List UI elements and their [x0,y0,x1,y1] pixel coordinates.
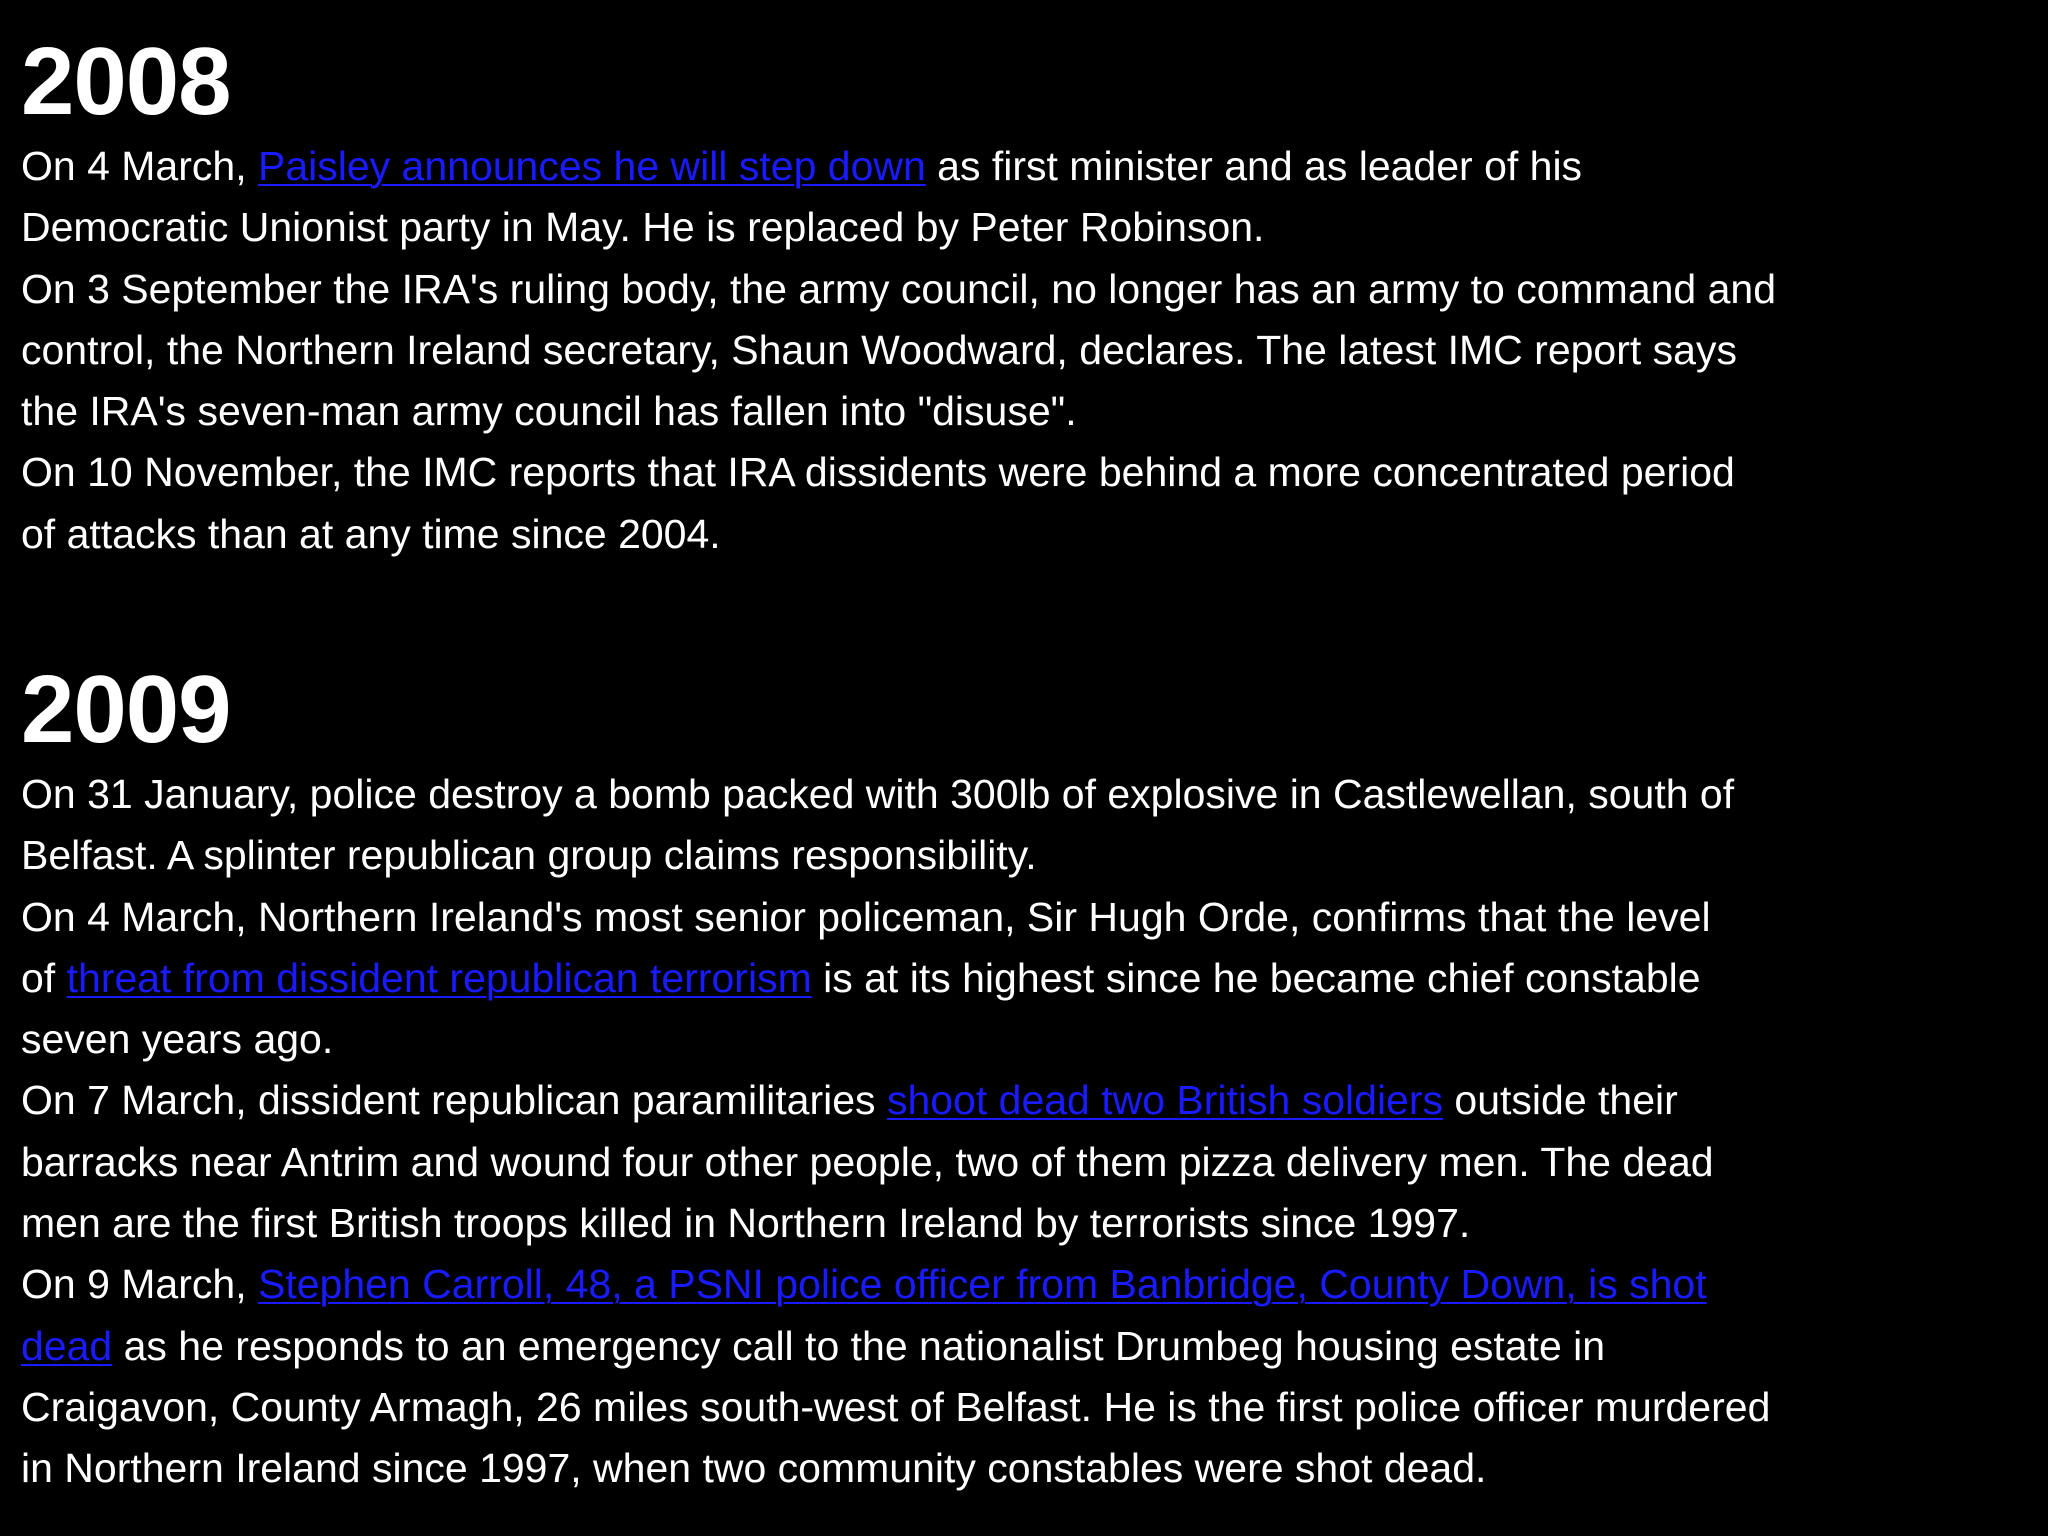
body-text: the IRA's seven-man army council has fallen into "disuse". [21,388,1077,435]
body-text: Democratic Unionist party in May. He is replaced by Peter Robinson. [21,204,1265,251]
body-text: of attacks than at any time since 2004. [21,510,721,557]
body-line [21,1438,2031,1499]
body-line [21,1132,2031,1193]
inline-link[interactable]: threat from dissident republican terrorism [66,954,812,1001]
body-line [21,1316,2031,1377]
body-text: On 9 March, [21,1261,258,1308]
section-body [21,136,2031,565]
body-text: On 4 March, Northern Ireland's most senior policeman, Sir Hugh Orde, confirms that the level [21,893,1711,940]
body-line [21,1193,2031,1254]
body-line [21,764,2031,825]
body-line [21,442,2031,503]
body-line [21,887,2031,948]
inline-link[interactable]: shoot dead two British soldiers [886,1077,1444,1124]
body-text: barracks near Antrim and wound four other people, two of them pizza delivery men. The dead [21,1138,1714,1185]
body-text: Belfast. A splinter republican group claims responsibility. [21,832,1037,879]
inline-link[interactable]: Paisley announces he will step down [257,143,926,189]
body-line [21,320,2031,381]
body-text: On 7 March, dissident republican paramilitaries [21,1077,887,1124]
body-text: On 10 November, the IMC reports that IRA dissidents were behind a more concentrated period [21,449,1735,496]
year-heading: 2008 [21,28,231,135]
body-line [21,1377,2031,1438]
body-text: control, the Northern Ireland secretary, Shaun Woodward, declares. The latest IMC report says [21,326,1737,373]
body-line [21,259,2031,320]
body-text: seven years ago. [21,1016,334,1063]
body-line [21,948,2031,1009]
year-heading: 2009 [21,656,231,763]
body-line [21,1254,2031,1315]
timeline-page [21,0,2031,1536]
body-line [21,197,2031,258]
inline-link[interactable]: dead [21,1322,113,1369]
body-line [21,1009,2031,1070]
body-line [21,825,2031,886]
body-text: as he responds to an emergency call to the nationalist Drumbeg housing estate in [112,1322,1606,1369]
body-line [21,1070,2031,1131]
body-line [21,136,2031,197]
body-text: as first minister and as leader of his [925,143,1583,189]
body-text: in Northern Ireland since 1997, when two community constables were shot dead. [21,1445,1487,1492]
inline-link[interactable]: Stephen Carroll, 48, a PSNI police officer from Banbridge, County Down, is shot [257,1261,1707,1308]
body-text: of [21,954,67,1001]
body-text: On 3 September the IRA's ruling body, the army council, no longer has an army to command and [21,265,1777,312]
year-section-2008 [21,28,2031,565]
body-text: On 4 March, [21,143,258,189]
body-text: On 31 January, police destroy a bomb packed with 300lb of explosive in Castlewellan, south of [21,771,1735,817]
body-text: Craigavon, County Armagh, 26 miles south-west of Belfast. He is the first police officer murdered [21,1383,1771,1430]
body-line [21,381,2031,442]
section-body [21,764,2031,1500]
body-text: outside their [1443,1077,1678,1124]
body-line [21,504,2031,565]
body-text: men are the first British troops killed in Northern Ireland by terrorists since 1997. [21,1200,1471,1247]
body-text: is at its highest since he became chief constable [811,954,1701,1001]
year-section-2009 [21,656,2031,1500]
